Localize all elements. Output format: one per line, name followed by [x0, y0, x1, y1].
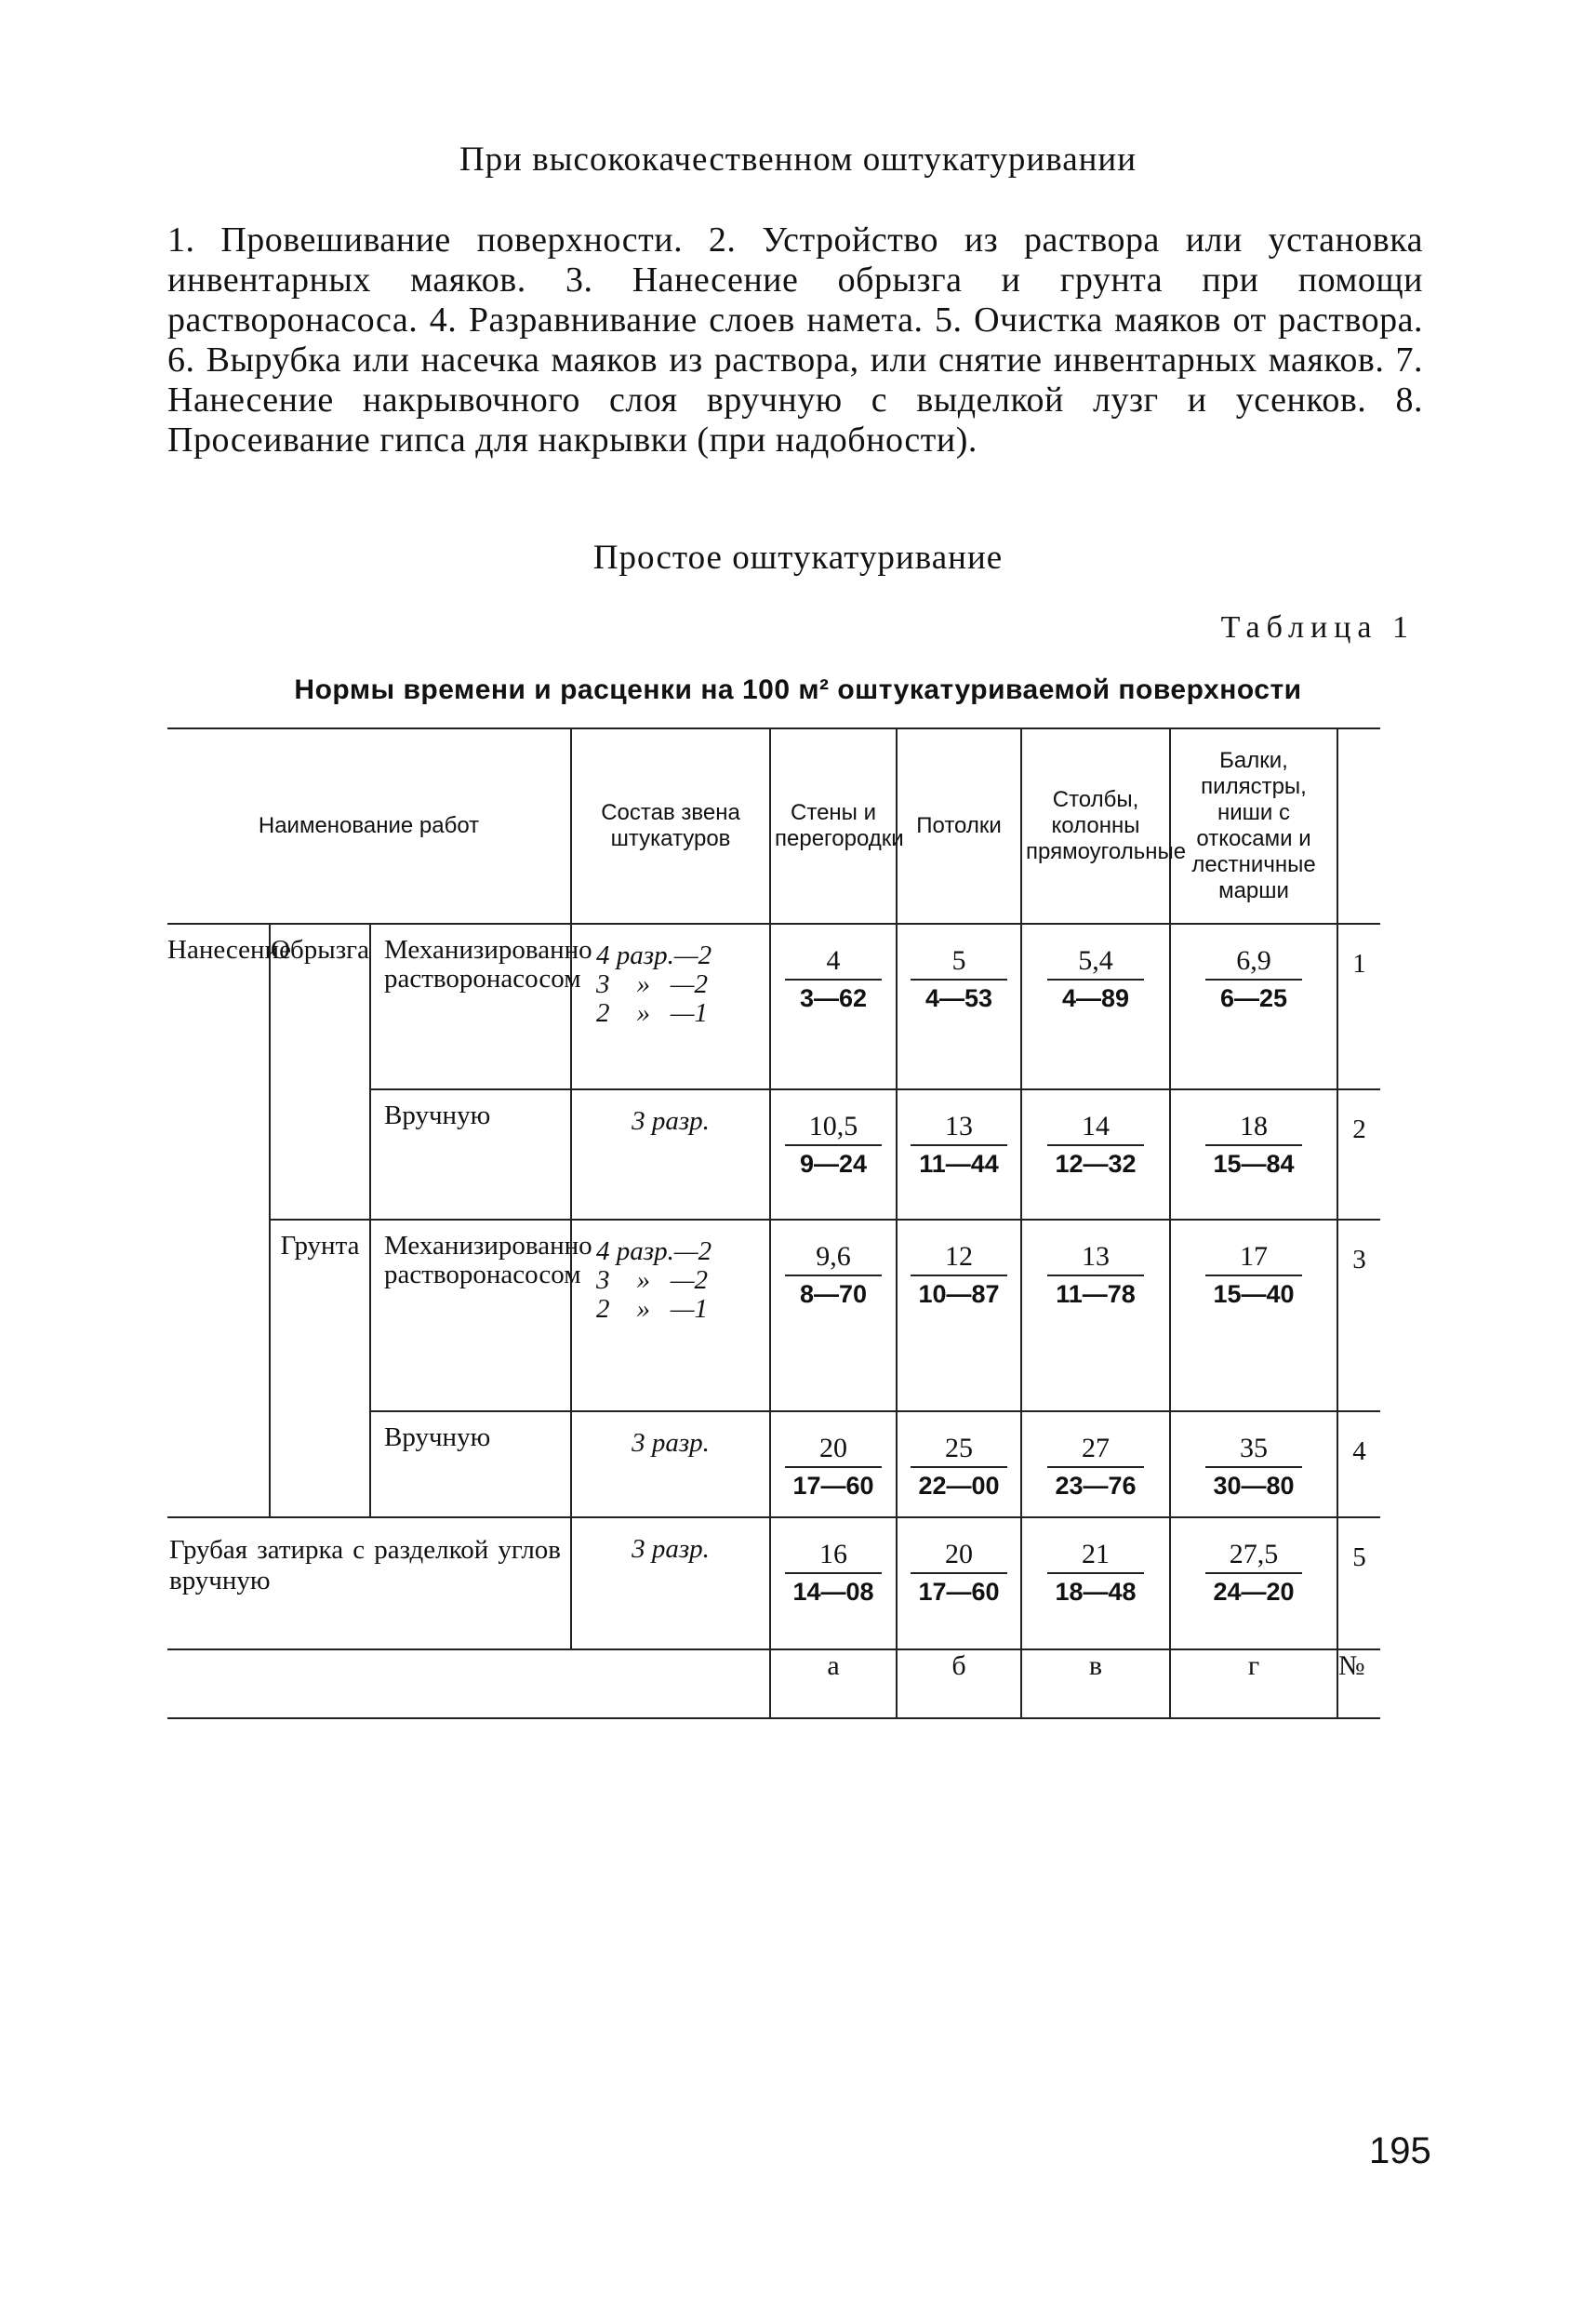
price: 24—20: [1213, 1578, 1295, 1606]
price: 9—24: [799, 1150, 868, 1178]
cell-beams: [1170, 1220, 1337, 1411]
price: 15—40: [1213, 1280, 1295, 1308]
cell-walls: [770, 1220, 897, 1411]
norm-time: 5,4: [1047, 945, 1144, 981]
crew-mechanized: 4 разр.—2 3 » —2 2 » —1: [571, 1220, 770, 1411]
column-index-g: г: [1170, 1649, 1337, 1718]
cell-ceilings: [897, 1220, 1021, 1411]
price: 17—60: [918, 1578, 1000, 1606]
table-label: Таблица 1: [1220, 610, 1415, 645]
cell-walls: [770, 1411, 897, 1517]
price: 4—53: [924, 984, 993, 1012]
table-title: Нормы времени и расценки на 100 м² оштукатуриваемой поверхности: [294, 674, 1302, 705]
row-number: 3: [1337, 1220, 1380, 1411]
row-number: 2: [1337, 1089, 1380, 1220]
norm-time: 27,5: [1205, 1539, 1302, 1574]
norm-time: 18: [1205, 1111, 1302, 1146]
operations-paragraph: 1. Провешивание поверхности. 2. Устройство из раствора или установка инвентарных маяков. 3. Нанесение обрызга и грунта при помощи растворонасоса. 4. Разравнивание слоев намета. 5. Очистка маяков от раствора. 6. Вырубка или насечка маяков из раствора, или снятие инвентарных маяков. 7. Нанесение накрывочного слоя вручную с выделкой лузг и усенков. 8. Просеивание гипса для накрывки (при надобности).: [167, 220, 1423, 460]
norms-table: [167, 727, 1380, 1719]
price: 18—48: [1055, 1578, 1137, 1606]
cell-ceilings: [897, 1517, 1021, 1649]
norm-time: 17: [1205, 1241, 1302, 1276]
crew-manual: 3 разр.: [571, 1411, 770, 1517]
table-row: [167, 1220, 1380, 1411]
norm-time: 9,6: [785, 1241, 882, 1276]
column-index-v: в: [1021, 1649, 1170, 1718]
norm-time: 25: [911, 1433, 1007, 1468]
method-mechanized: Механизированно растворонасосом: [370, 1220, 571, 1411]
work-rough-rub: Грубая затирка с разделкой углов вручную: [167, 1517, 571, 1649]
price: 6—25: [1219, 984, 1288, 1012]
cell-columns: [1021, 1411, 1170, 1517]
norm-time: 4: [785, 945, 882, 981]
cell-walls: [770, 924, 897, 1089]
price: 23—76: [1055, 1472, 1137, 1500]
cell-ceilings: [897, 924, 1021, 1089]
group-application: Нанесение: [167, 924, 270, 1517]
subgroup-primer: Грунта: [270, 1220, 370, 1517]
header-beams: Балки, пилястры, ниши с откосами и лестничные марши: [1170, 728, 1337, 924]
header-work-name: Наименование работ: [167, 728, 571, 924]
cell-beams: [1170, 924, 1337, 1089]
cell-columns: [1021, 1220, 1170, 1411]
norm-time: 12: [911, 1241, 1007, 1276]
page-number: 195: [1369, 2130, 1431, 2171]
norm-time: 35: [1205, 1433, 1302, 1468]
column-index-a: а: [770, 1649, 897, 1718]
norm-time: 14: [1047, 1111, 1144, 1146]
section-heading-simple: Простое оштукатуривание: [592, 539, 1004, 577]
cell-ceilings: [897, 1089, 1021, 1220]
header-walls: Стены и перегородки: [770, 728, 897, 924]
norm-time: 27: [1047, 1433, 1144, 1468]
column-index-b: б: [897, 1649, 1021, 1718]
cell-columns: [1021, 1089, 1170, 1220]
row-number: 1: [1337, 924, 1380, 1089]
price: 8—70: [799, 1280, 868, 1308]
norm-time: 13: [911, 1111, 1007, 1146]
subgroup-spray: Обрызга: [270, 924, 370, 1220]
header-ceilings: Потолки: [897, 728, 1021, 924]
cell-columns: [1021, 924, 1170, 1089]
method-manual: Вручную: [370, 1411, 571, 1517]
cell-beams: [1170, 1089, 1337, 1220]
price: 11—78: [1056, 1280, 1136, 1308]
cell-beams: [1170, 1517, 1337, 1649]
price: 17—60: [792, 1472, 874, 1500]
table-row: [167, 1517, 1380, 1649]
column-index-number: №: [1337, 1649, 1380, 1718]
price: 11—44: [919, 1150, 999, 1178]
crew-manual: 3 разр.: [571, 1517, 770, 1649]
price: 30—80: [1213, 1472, 1295, 1500]
method-mechanized: Механизированно растворонасосом: [370, 924, 571, 1089]
header-crew: Состав звена штукатуров: [571, 728, 770, 924]
table-header-row: [167, 728, 1380, 924]
cell-walls: [770, 1517, 897, 1649]
norm-time: 21: [1047, 1539, 1144, 1574]
price: 4—89: [1061, 984, 1130, 1012]
norm-time: 20: [785, 1433, 882, 1468]
price: 15—84: [1213, 1150, 1295, 1178]
footer-blank: [167, 1649, 770, 1718]
price: 14—08: [792, 1578, 874, 1606]
method-manual: Вручную: [370, 1089, 571, 1220]
header-columns: Столбы, колонны прямоугольные: [1021, 728, 1170, 924]
cell-columns: [1021, 1517, 1170, 1649]
norm-time: 5: [911, 945, 1007, 981]
section-heading-high-quality: При высококачественном оштукатуривании: [459, 140, 1137, 179]
cell-walls: [770, 1089, 897, 1220]
column-index-row: [167, 1649, 1380, 1718]
cell-beams: [1170, 1411, 1337, 1517]
price: 22—00: [918, 1472, 1000, 1500]
crew-mechanized: 4 разр.—2 3 » —2 2 » —1: [571, 924, 770, 1089]
norm-time: 16: [785, 1539, 882, 1574]
crew-manual: 3 разр.: [571, 1089, 770, 1220]
norm-time: 13: [1047, 1241, 1144, 1276]
price: 3—62: [799, 984, 868, 1012]
header-number: [1337, 728, 1380, 924]
norm-time: 10,5: [785, 1111, 882, 1146]
price: 10—87: [918, 1280, 1000, 1308]
norm-time: 6,9: [1205, 945, 1302, 981]
row-number: 4: [1337, 1411, 1380, 1517]
price: 12—32: [1055, 1150, 1137, 1178]
norm-time: 20: [911, 1539, 1007, 1574]
cell-ceilings: [897, 1411, 1021, 1517]
table-row: [167, 924, 1380, 1089]
row-number: 5: [1337, 1517, 1380, 1649]
